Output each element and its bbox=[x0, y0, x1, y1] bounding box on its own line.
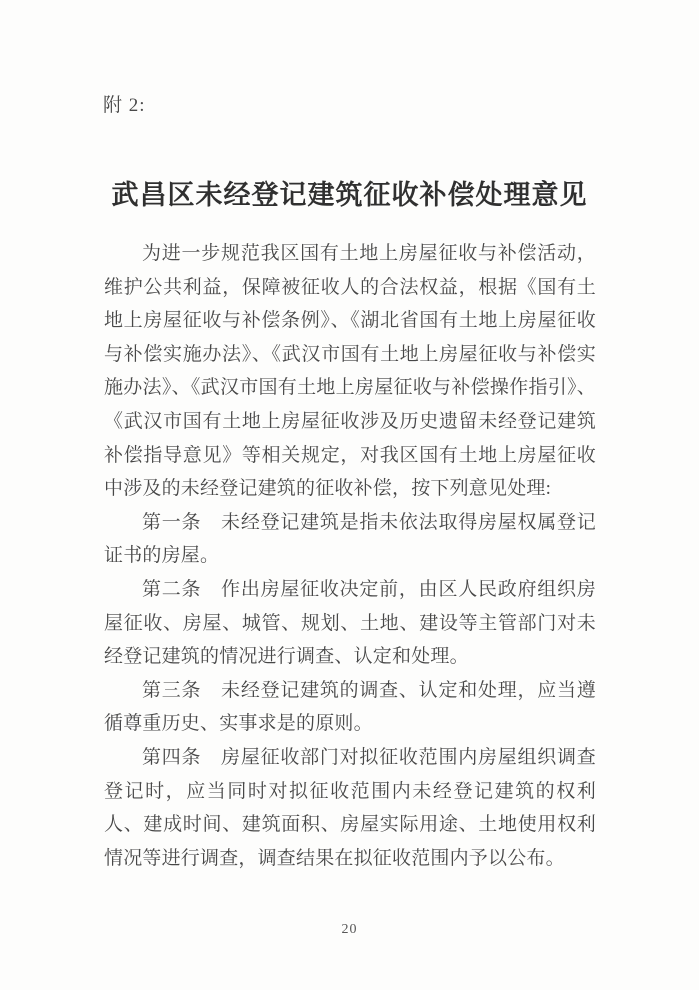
paragraph-article-4: 第四条 房屋征收部门对拟征收范围内房屋组织调查登记时，应当同时对拟征收范围内未经登记建筑的权利人、建成时间、建筑面积、房屋实际用途、土地使用权利情况等进行调查，调查结果在拟征收范围内予以公布。 bbox=[104, 746, 596, 869]
paragraph-article-1: 第一条 未经登记建筑是指未依法取得房屋权属登记证书的房屋。 bbox=[104, 511, 596, 567]
paragraph-intro: 为进一步规范我区国有土地上房屋征收与补偿活动，维护公共利益，保障被征收人的合法权益，根据《国有土地上房屋征收与补偿条例》、《湖北省国有土地上房屋征收与补偿实施办法》、《武汉市国有土地上房屋征收与补偿实施办法》、《武汉市国有土地上房屋征收与补偿操作指引》、《武汉市国有土地上房屋征收涉及历史遗留未经登记建筑补偿指导意见》等相关规定，对我区国有土地上房屋征收中涉及的未经登记建筑的征收补偿，按下列意见处理: bbox=[104, 243, 596, 500]
paragraph-article-3: 第三条 未经登记建筑的调查、认定和处理，应当遵循尊重历史、实事求是的原则。 bbox=[104, 679, 596, 735]
document-title: 武昌区未经登记建筑征收补偿处理意见 bbox=[111, 180, 588, 211]
page-number: 20 bbox=[341, 922, 358, 937]
document-body bbox=[104, 237, 596, 875]
attachment-label: 附 2: bbox=[103, 95, 146, 116]
paragraph-article-2: 第二条 作出房屋征收决定前，由区人民政府组织房屋征收、房屋、城管、规划、土地、建设等主管部门对未经登记建筑的情况进行调查、认定和处理。 bbox=[104, 578, 596, 668]
